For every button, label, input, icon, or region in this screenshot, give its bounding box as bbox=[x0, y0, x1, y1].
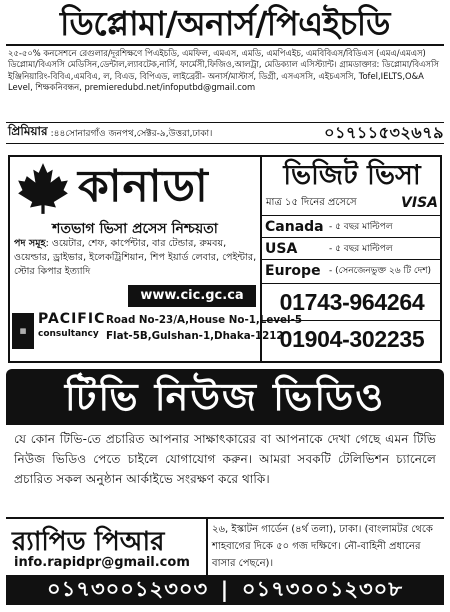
visa-country-name: Europe bbox=[265, 262, 321, 279]
tv-news-banner: টিভি নিউজ ভিডিও bbox=[6, 369, 444, 425]
visa-word: VISA bbox=[401, 195, 438, 211]
visa-country-list bbox=[262, 215, 442, 281]
tv-news-video-ad bbox=[6, 369, 444, 609]
visa-country-detail: - ৫ বছর মাল্টিপল bbox=[329, 244, 393, 254]
canada-ad-country: কানাডা bbox=[78, 161, 209, 212]
pacific-logo-mark-icon: ▦ bbox=[12, 313, 34, 349]
tv-news-description: যে কোন টিভি-তে প্রচারিত আপনার সাক্ষাৎকারের বা আপনাকে দেখা গেছে এমন টিভি নিউজ ভিডিও পেতে চাইলে যোগাযোগ করুন। আমরা সবকটি টেলিভিশন চ্যানেলে প্রচারিত সকল অনুষ্ঠান আর্কাইভে সংরক্ষণ করে থাকি। bbox=[14, 432, 436, 486]
visa-country-detail: - ৫ বছর মাল্টিপল bbox=[329, 222, 393, 232]
canada-ad-guarantee: শতভাগ ভিসা প্রসেস নিশ্চয়তা bbox=[52, 221, 218, 237]
education-ad-title: ডিপ্লোমা/অনার্স/পিএইচডি bbox=[6, 4, 444, 46]
education-ad-contact bbox=[6, 122, 444, 144]
pacific-consultancy-logo bbox=[12, 309, 106, 355]
rapid-pr-phone-1: ০১৭৩০০১২৩০৩ bbox=[47, 576, 209, 601]
education-ad-address: :৪৪সোনারগাঁও জনপথ,সেক্টর-৯,উত্তরা,ঢাকা। bbox=[50, 128, 213, 139]
visa-country-row bbox=[262, 259, 442, 281]
canada-visa-ad bbox=[8, 155, 442, 363]
visa-phones bbox=[262, 283, 442, 357]
visa-country-row bbox=[262, 215, 442, 237]
canada-ad-jobs-label: পদ সমূহ bbox=[14, 238, 46, 249]
visa-phone: 01904-302235 bbox=[262, 320, 442, 357]
phone-separator: | bbox=[218, 578, 232, 602]
visa-country-detail: - (সেনজেনভুক্ত ২৬ টি দেশ) bbox=[329, 266, 432, 276]
visa-country-name: Canada bbox=[265, 218, 324, 235]
visit-visa-panel bbox=[260, 157, 442, 361]
pacific-logo-sub: consultancy bbox=[38, 329, 99, 339]
visit-visa-subtitle bbox=[266, 195, 438, 211]
education-ad-contact-label: প্রিমিয়ার bbox=[8, 124, 48, 138]
canada-ad-jobs-text: : ওয়েটার, শেফ, কার্পেন্টার, বার টেন্ডার, রুমবয়, ওয়েল্ডার, ড্রাইভার, ইলেকট্রিশিয়ান, শিপ ইয়ার্ড লেবার, পেইন্টার, স্টোর কিপার ইত্যাদি bbox=[14, 238, 257, 277]
rapid-pr-phones bbox=[6, 575, 444, 605]
visit-visa-title: ভিজিট ভিসা bbox=[283, 160, 421, 191]
canada-ad-address-line1: Road No-23/A,House No-1,Level-5 bbox=[106, 314, 303, 326]
visa-phone: 01743-964264 bbox=[262, 283, 442, 320]
rapid-pr-name: র‍্যাপিড পিআর bbox=[12, 527, 165, 557]
education-ad-phone: ০১৭১১৫৩২৬৭৯ bbox=[324, 122, 444, 142]
canada-ad-address bbox=[106, 312, 303, 344]
canada-ad-jobs bbox=[14, 237, 258, 281]
rapid-pr-email: info.rapidpr@gmail.com bbox=[14, 555, 190, 570]
education-ad bbox=[6, 4, 444, 148]
canada-ad-website: www.cic.gc.ca bbox=[128, 285, 256, 307]
visa-country-row bbox=[262, 237, 442, 259]
rapid-pr-address: ২৬, ইস্কাটন গার্ডেন (৪র্থ তলা), ঢাকা। (বাংলামটর থেকে শাহবাগের দিকে ৫০ গজ দক্ষিণে। নৌ-বাহিনী প্রধানের বাসার পেছনে)। bbox=[206, 519, 442, 575]
canada-ad-address-line2: Flat-5B,Gulshan-1,Dhaka-1212 bbox=[106, 330, 284, 342]
visa-country-name: USA bbox=[265, 240, 298, 257]
tv-news-contact bbox=[6, 517, 444, 575]
visit-visa-process: মাত্র ১৫ দিনের প্রসেসে bbox=[266, 197, 357, 208]
rapid-pr-phone-2: ০১৭৩০০১২৩০৮ bbox=[241, 576, 403, 601]
maple-leaf-icon bbox=[16, 161, 70, 215]
education-ad-body: ২৫-৫০% কনসেশনে রেগুলার/দূরশিক্ষণে পিএইচডি, এমফিল, এমএস, এমডি, এমপিএইচ, এমবিবিএস/বিডিএস (এমএ/এমএস) ডিপ্লোমা/বিএসসি মেডিসিন,ডেন্টাল,ল্যাবটেক,নার্সি, ফার্মেসী,ফিজিও,আলট্রা, মেডিক্যাল এসিস্ট্যান্ট। গ্রামডাক্তার: ডিপ্লোমা/বিএসসি ইঞ্জিনিয়ারিং-বিবিএ,এমবিএ, ল, বিএড, বিপিএড, লাইব্রেরী- অনার্স/মাস্টার্স, ডিগ্রী, এসএসসি, এইচএসসি, Tofel,IELTS,O&A Level, শিক্ষকনিবন্ধন, premieredubd.net/infoputbd@gmail.com bbox=[8, 48, 439, 92]
pacific-logo-name: PACIFIC bbox=[38, 311, 106, 327]
